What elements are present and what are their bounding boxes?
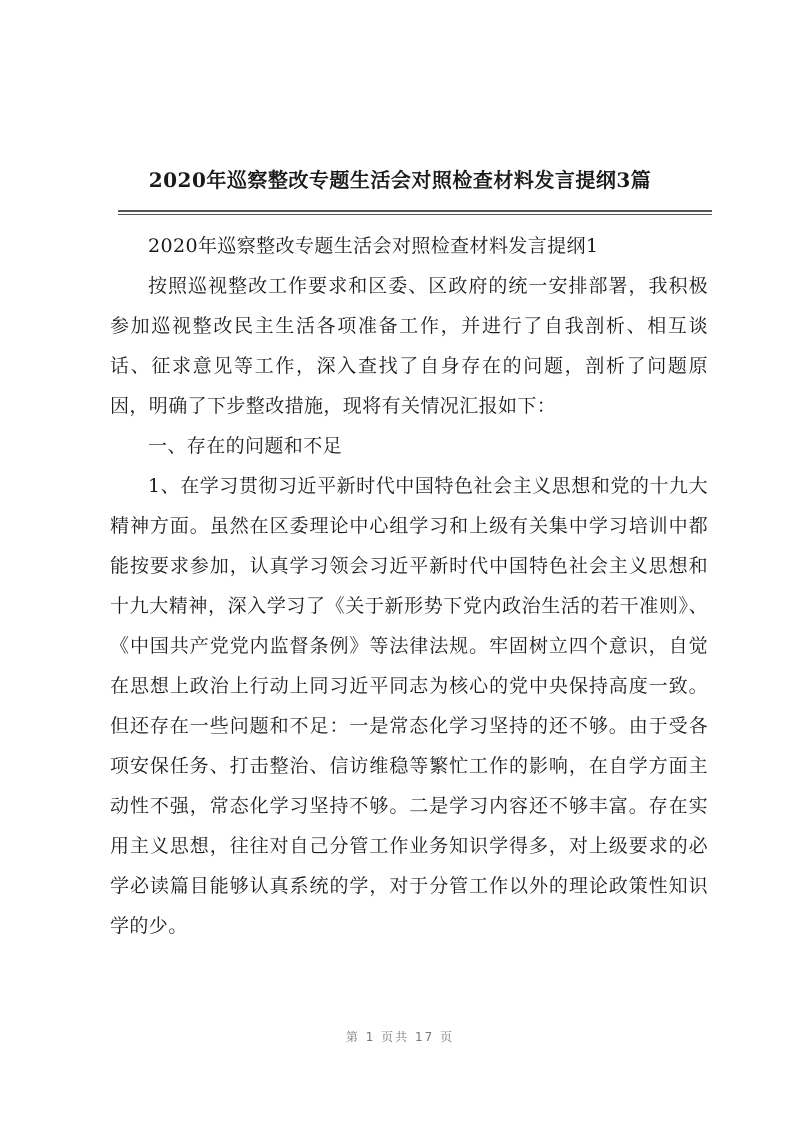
problem-item-1-paragraph: 1、在学习贯彻习近平新时代中国特色社会主义思想和党的十九大精神方面。虽然在区委理论中心组学习和上级有关集中学习培训中都能按要求参加，认真学习领会习近平新时代中国特色社会主义思想和十九大精神，深入学习了《关于新形势下党内政治生活的若干准则》、《中国共产党党内监督条例》等法律法规。牢固树立四个意识，自觉在思想上政治上行动上同习近平同志为核心的党中央保持高度一致。但还存在一些问题和不足：一是常态化学习坚持的还不够。由于受各项安保任务、打击整治、信访维稳等繁忙工作的影响，在自学方面主动性不强，常态化学习坚持不够。二是学习内容还不够丰富。存在实用主义思想，往往对自己分管工作业务知识学得多，对上级要求的必学必读篇目能够认真系统的学，对于分管工作以外的理论政策性知识学的少。 [110, 475, 708, 937]
document-body [110, 226, 708, 946]
problems-heading: 一、存在的问题和不足 [148, 435, 343, 457]
intro-paragraph: 按照巡视整改工作要求和区委、区政府的统一安排部署，我积极参加巡视整改民主生活各项准备工作，并进行了自我剖析、相互谈话、征求意见等工作，深入查找了自身存在的问题，剖析了问题原因，明确了下步整改措施，现将有关情况汇报如下： [110, 275, 708, 417]
section-heading: 2020年巡察整改专题生活会对照检查材料发言提纲1 [148, 235, 599, 257]
title-divider [118, 210, 712, 215]
page-number: 第 1 页共 17 页 [345, 1030, 455, 1044]
document-title: 2020年巡察整改专题生活会对照检查材料发言提纲3篇 [148, 168, 652, 192]
